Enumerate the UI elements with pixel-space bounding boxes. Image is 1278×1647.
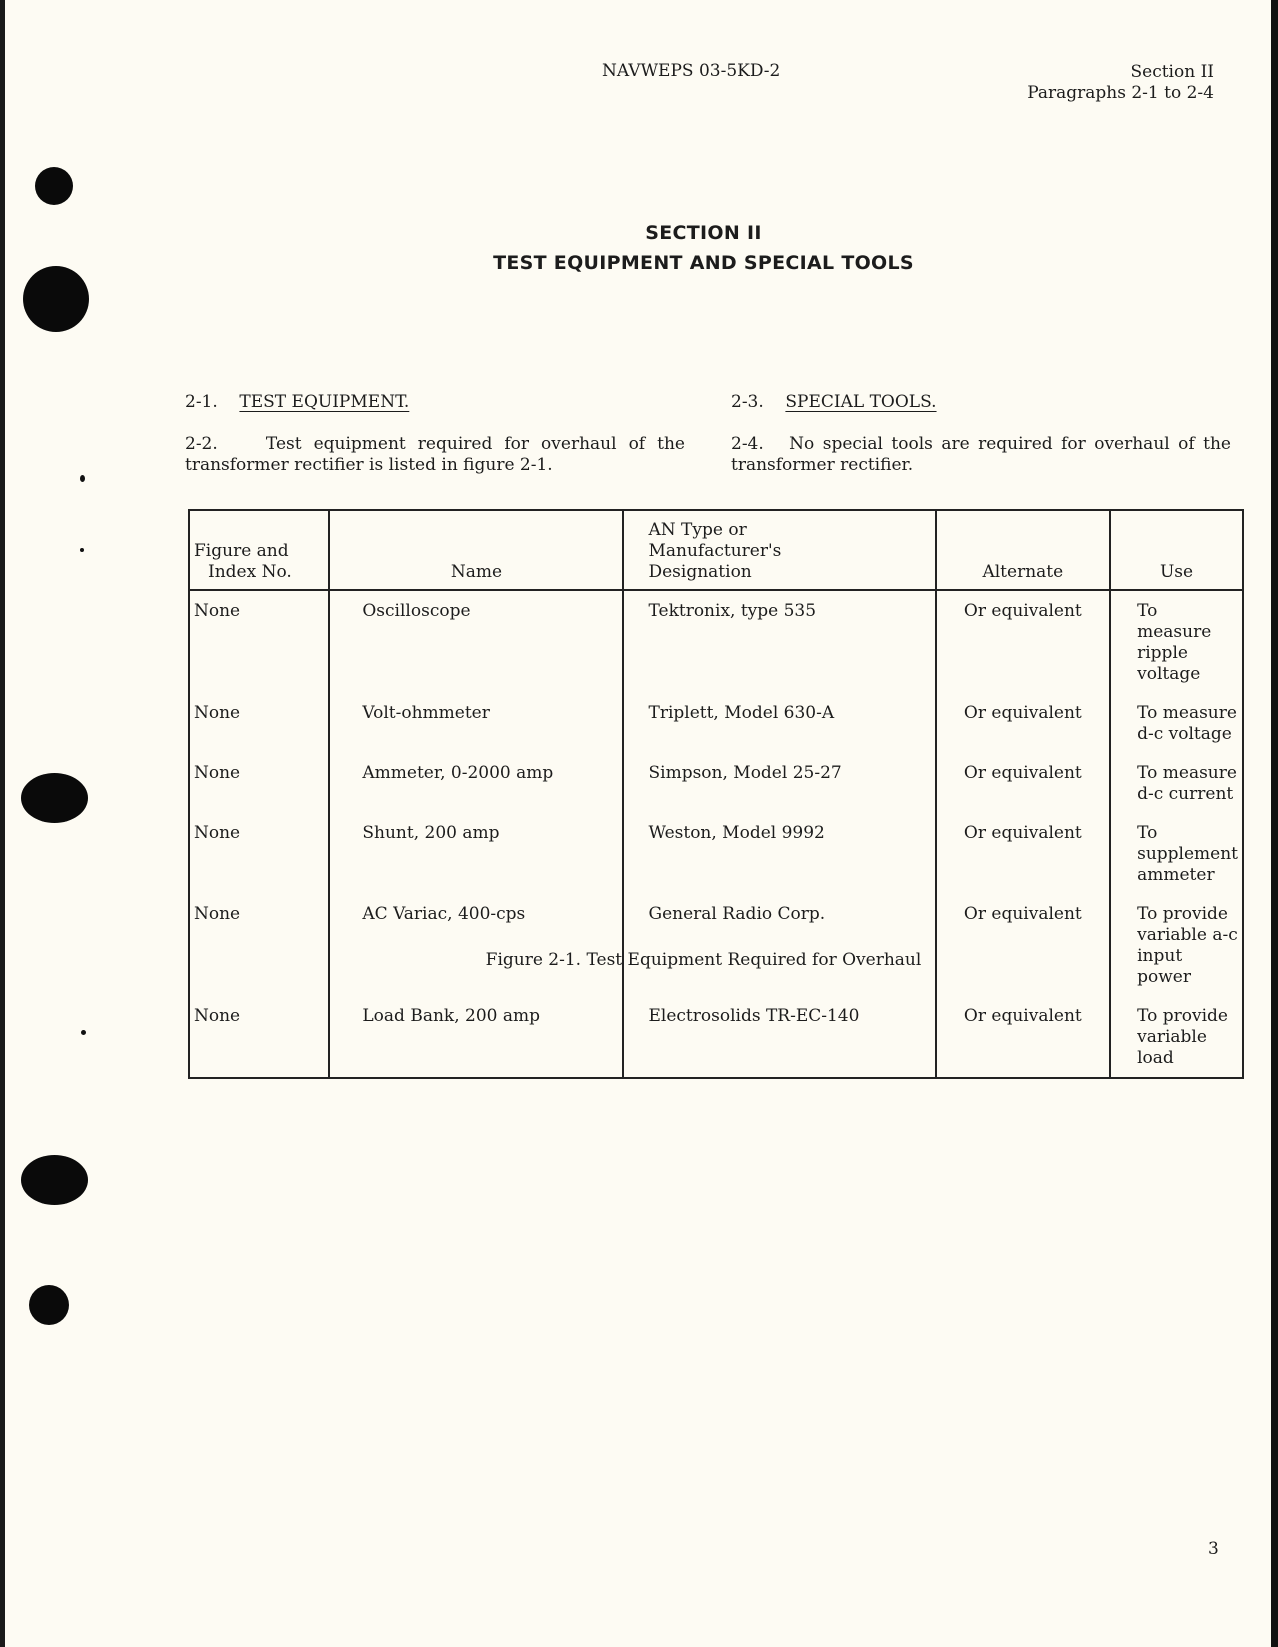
- cell-index: None: [189, 996, 329, 1078]
- table-header-row: [189, 510, 1243, 590]
- document-page: [5, 0, 1278, 1647]
- cell-name: Ammeter, 0-2000 amp: [329, 753, 623, 813]
- document-number: NAVWEPS 03-5KD-2: [602, 61, 781, 81]
- section-title: SECTION II: [645, 222, 762, 244]
- cell-use: To measure ripple voltage: [1110, 590, 1243, 693]
- scan-speck: [80, 548, 84, 552]
- table-row: [189, 996, 1243, 1078]
- paragraph-text: Test equipment required for overhaul of the transformer rectifier is listed in figure 2-1.: [185, 434, 685, 475]
- paragraph-2-4: [731, 434, 1231, 476]
- cell-use: To provide variable a-c input power: [1110, 894, 1243, 996]
- cell-name: AC Variac, 400-cps: [329, 894, 623, 996]
- heading-text: SPECIAL TOOLS.: [785, 392, 937, 412]
- cell-alternate: Or equivalent: [936, 996, 1111, 1078]
- paragraph-range: Paragraphs 2-1 to 2-4: [1027, 83, 1214, 103]
- table-row: [189, 894, 1243, 996]
- heading-number: 2-3.: [731, 392, 764, 412]
- scan-edge: [1271, 0, 1278, 1647]
- scan-speck: [80, 475, 85, 482]
- cell-alternate: Or equivalent: [936, 590, 1111, 693]
- test-equipment-table: [188, 509, 1244, 1079]
- heading-special-tools: [731, 392, 937, 413]
- header-text: Manufacturer's: [648, 541, 782, 561]
- cell-designation: Triplett, Model 630-A: [623, 693, 935, 753]
- heading-text: TEST EQUIPMENT.: [239, 392, 410, 412]
- cell-index: None: [189, 590, 329, 693]
- paragraph-number: 2-4.: [731, 434, 764, 454]
- cell-alternate: Or equivalent: [936, 753, 1111, 813]
- header-text: Index No.: [208, 562, 292, 582]
- cell-use: To supplement ammeter: [1110, 813, 1243, 894]
- scan-speck: [81, 1030, 86, 1035]
- section-label: Section II: [1130, 62, 1214, 82]
- table-row: [189, 693, 1243, 753]
- punch-hole-icon: [21, 1155, 88, 1205]
- paragraph-text: No special tools are required for overhaul of the transformer rectifier.: [731, 434, 1231, 475]
- figure-caption: Figure 2-1. Test Equipment Required for Overhaul: [485, 950, 922, 970]
- cell-designation: Electrosolids TR-EC-140: [623, 996, 935, 1078]
- cell-alternate: Or equivalent: [936, 693, 1111, 753]
- page-number: 3: [1208, 1539, 1219, 1559]
- cell-designation: Weston, Model 9992: [623, 813, 935, 894]
- cell-index: None: [189, 813, 329, 894]
- cell-name: Load Bank, 200 amp: [329, 996, 623, 1078]
- cell-index: None: [189, 753, 329, 813]
- cell-use: To measure d-c current: [1110, 753, 1243, 813]
- section-subtitle: TEST EQUIPMENT AND SPECIAL TOOLS: [493, 252, 914, 274]
- cell-alternate: Or equivalent: [936, 813, 1111, 894]
- cell-alternate: Or equivalent: [936, 894, 1111, 996]
- table-row: [189, 590, 1243, 693]
- column-header-use: Use: [1110, 510, 1243, 590]
- cell-index: None: [189, 894, 329, 996]
- header-text: Figure and: [194, 541, 289, 561]
- punch-hole-icon: [35, 167, 73, 205]
- cell-name: Volt-ohmmeter: [329, 693, 623, 753]
- column-header-figure-index: [189, 510, 329, 590]
- heading-number: 2-1.: [185, 392, 218, 412]
- punch-hole-icon: [23, 266, 89, 332]
- column-header-name: Name: [329, 510, 623, 590]
- paragraph-2-2: [185, 434, 685, 476]
- paragraph-number: 2-2.: [185, 434, 218, 454]
- punch-hole-icon: [21, 773, 88, 823]
- cell-designation: General Radio Corp.: [623, 894, 935, 996]
- header-text: Designation: [648, 562, 752, 582]
- cell-use: To measure d-c voltage: [1110, 693, 1243, 753]
- cell-designation: Simpson, Model 25-27: [623, 753, 935, 813]
- heading-test-equipment: [185, 392, 409, 413]
- column-header-designation: [623, 510, 935, 590]
- header-text: AN Type or: [648, 520, 747, 540]
- cell-index: None: [189, 693, 329, 753]
- cell-name: Oscilloscope: [329, 590, 623, 693]
- table-row: [189, 813, 1243, 894]
- cell-designation: Tektronix, type 535: [623, 590, 935, 693]
- cell-name: Shunt, 200 amp: [329, 813, 623, 894]
- column-header-alternate: Alternate: [936, 510, 1111, 590]
- cell-use: To provide variable load: [1110, 996, 1243, 1078]
- table-row: [189, 753, 1243, 813]
- section-reference: [1027, 62, 1214, 104]
- punch-hole-icon: [29, 1285, 69, 1325]
